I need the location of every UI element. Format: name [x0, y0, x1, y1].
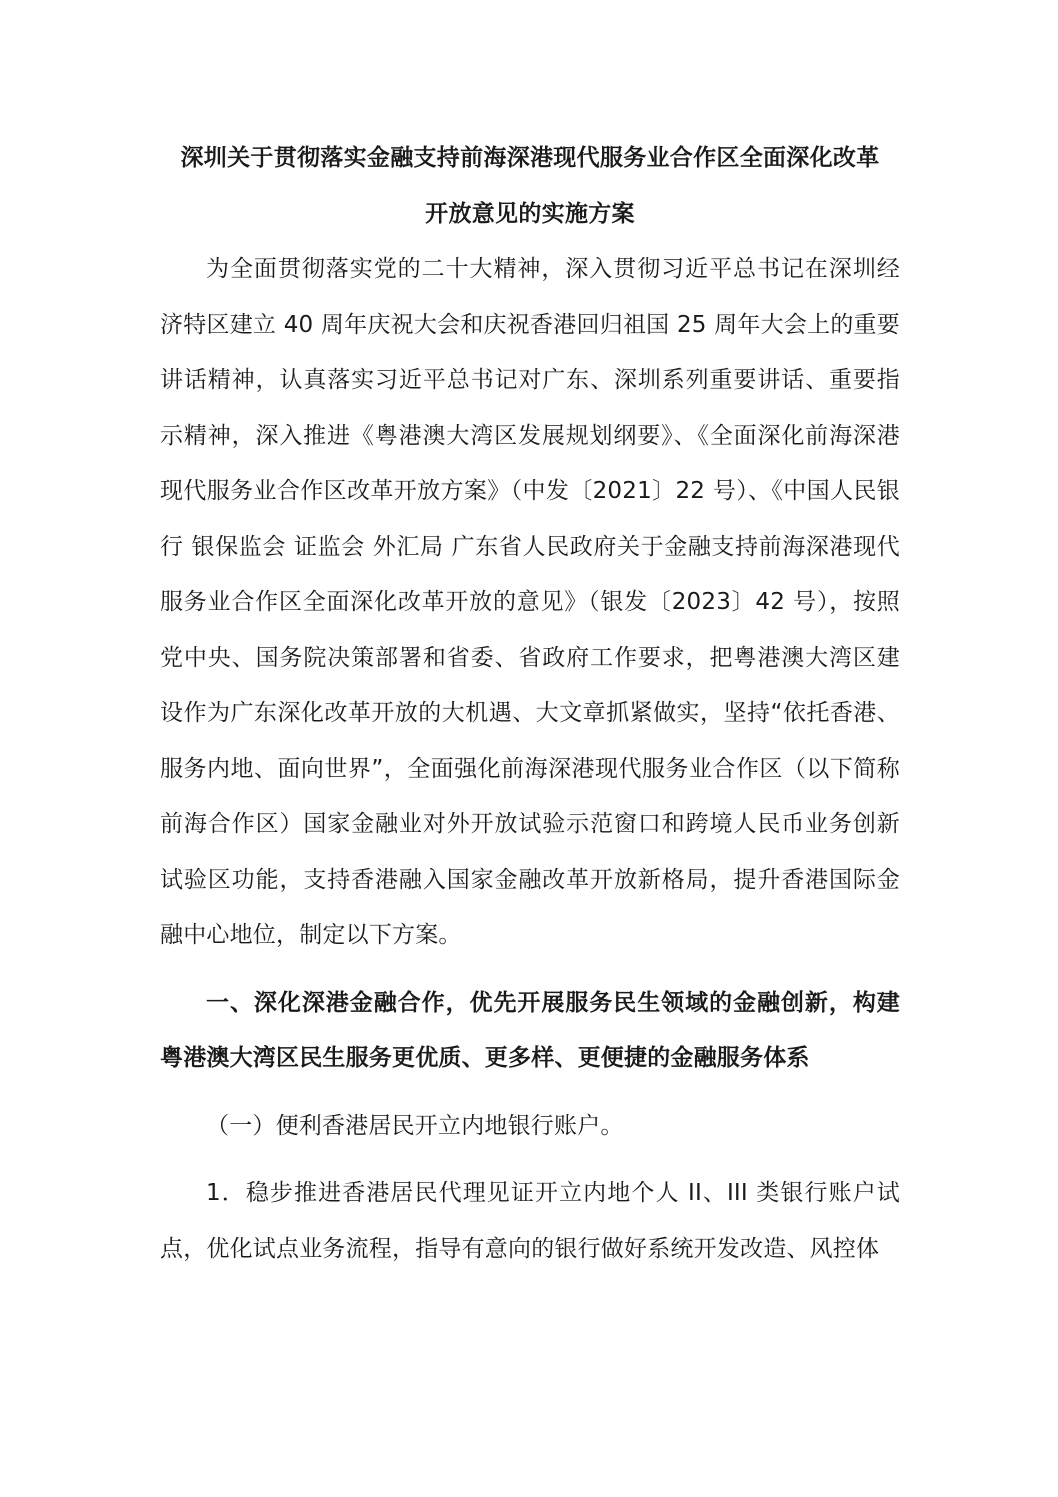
document-title — [160, 130, 900, 242]
subsection-1-heading: （一）便利香港居民开立内地银行账户。 — [206, 1112, 624, 1139]
intro-paragraph: 为全面贯彻落实党的二十大精神，深入贯彻习近平总书记在深圳经济特区建立 40 周年庆祝大会和庆祝香港回归祖国 25 周年大会上的重要讲话精神，认真落实习近平总书记对广东、深圳系列重要讲话、重要指示精神，深入推进《粤港澳大湾区发展规划纲要》、《全面深化前海深港现代服务业合作区改革开放方案》（中发〔2021〕22 号）、《中国人民银行 银保监会 证监会 外汇局 广东省人民政府关于金融支持前海深港现代服务业合作区全面深化改革开放的意见》（银发〔2023〕42 号），按照党中央、国务院决策部署和省委、省政府工作要求，把粤港澳大湾区建设作为广东深化改革开放的大机遇、大文章抓紧做实，坚持“依托香港、服务内地、面向世界”，全面强化前海深港现代服务业合作区（以下简称前海合作区）国家金融业对外开放试验示范窗口和跨境人民币业务创新试验区功能，支持香港融入国家金融改革开放新格局，提升香港国际金融中心地位，制定以下方案。 — [160, 256, 900, 948]
section-1-heading: 一、深化深港金融合作，优先开展服务民生领域的金融创新，构建粤港澳大湾区民生服务更优质、更多样、更便捷的金融服务体系 — [160, 989, 900, 1071]
title-line-1: 深圳关于贯彻落实金融支持前海深港现代服务业合作区全面深化改革 — [180, 145, 880, 171]
item-1-paragraph: 1．稳步推进香港居民代理见证开立内地个人 II、III 类银行账户试点，优化试点业务流程，指导有意向的银行做好系统开发改造、风控体 — [160, 1180, 900, 1262]
document-page — [160, 130, 900, 1277]
title-line-2: 开放意见的实施方案 — [425, 201, 635, 227]
